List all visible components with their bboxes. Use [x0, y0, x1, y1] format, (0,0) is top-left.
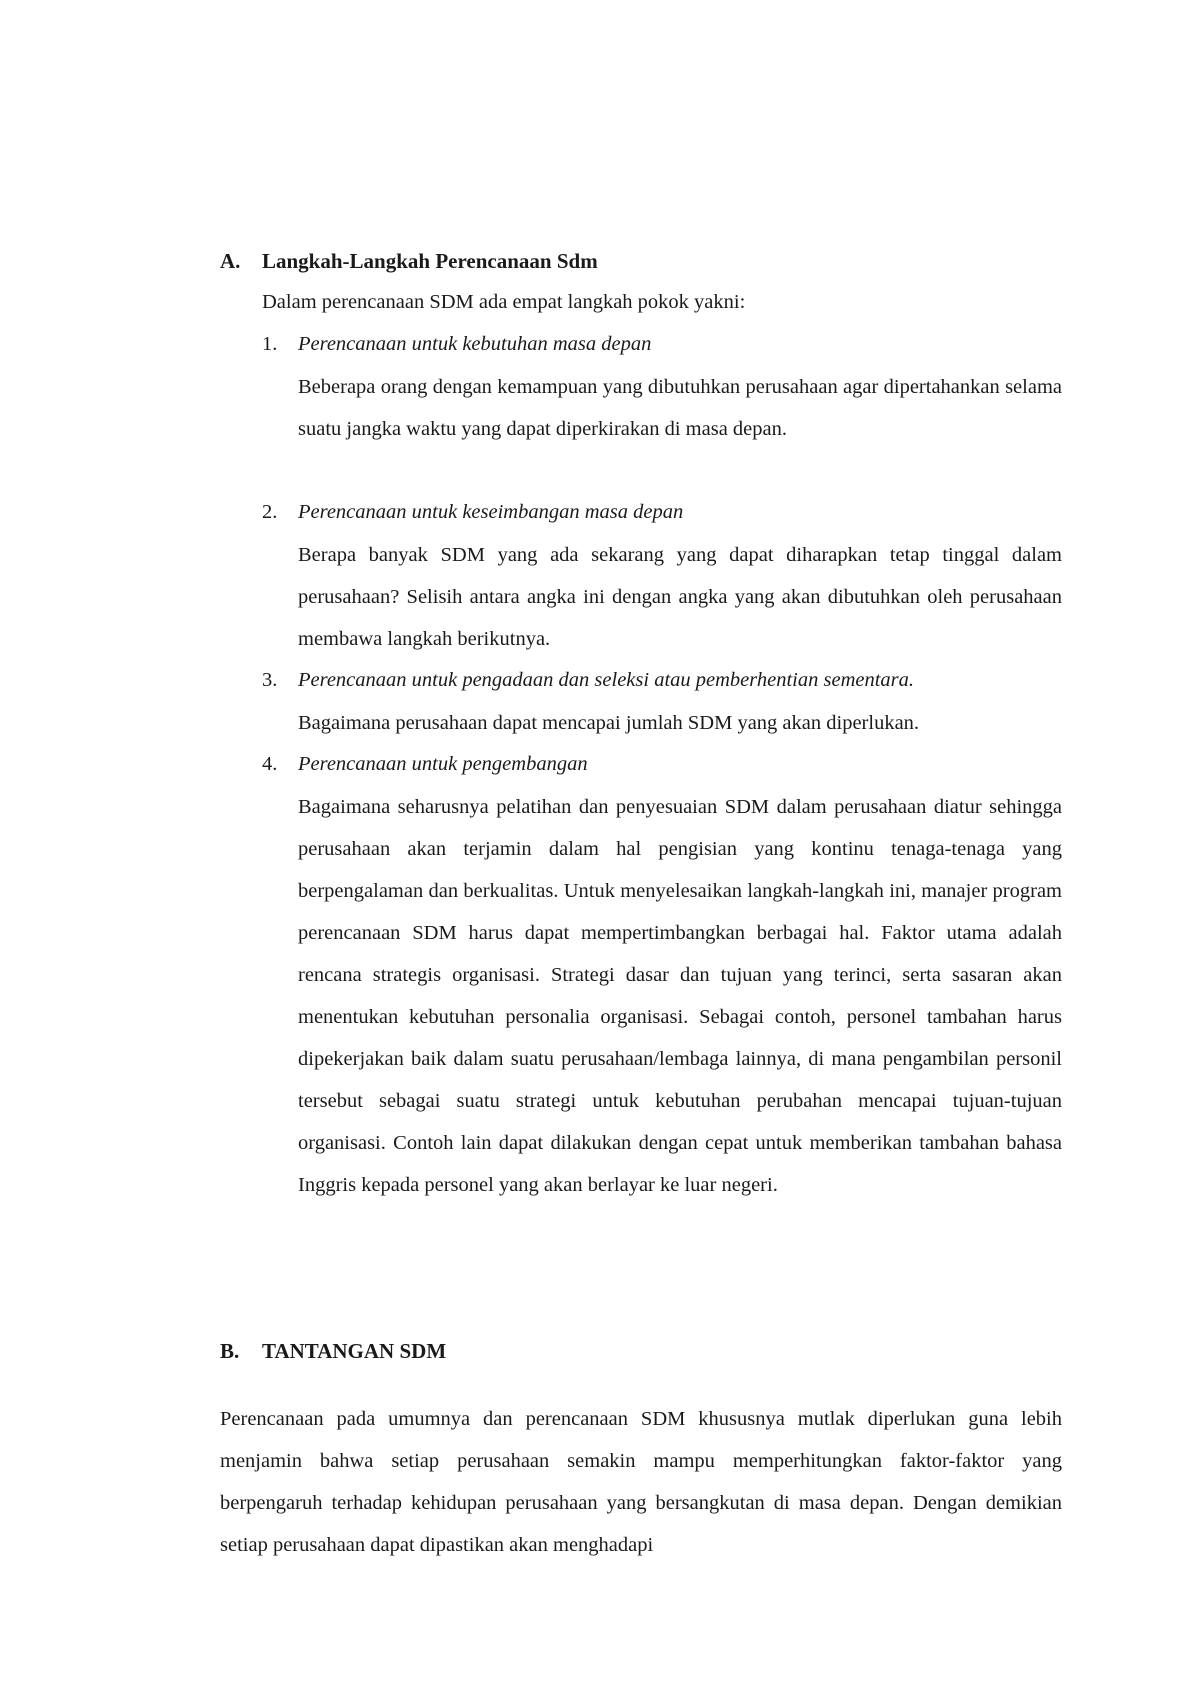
- section-b-body: Perencanaan pada umumnya dan perencanaan SDM khususnya mutlak diperlukan guna lebih menjamin bahwa setiap perusahaan semakin mampu memperhitungkan faktor-faktor yang berpengaruh terhadap kehidupan perusahaan yang bersangkutan di masa depan. Dengan demikian setiap perusahaan dapat dipastikan akan menghadapi: [220, 1408, 1062, 1556]
- section-a-letter: A.: [220, 249, 241, 273]
- item-4-number: 4.: [262, 753, 278, 775]
- section-b-letter: B.: [220, 1339, 240, 1363]
- item-3-title: Perencanaan untuk pengadaan dan seleksi atau pemberhentian sementara.: [298, 669, 915, 691]
- section-a-title: Langkah-Langkah Perencanaan Sdm: [262, 249, 598, 273]
- item-2-body: Berapa banyak SDM yang ada sekarang yang dapat diharapkan tetap tinggal dalam perusahaan? Selisih antara angka ini dengan angka yang akan dibutuhkan oleh perusahaan membawa langkah berikutnya.: [298, 544, 1062, 650]
- item-1-title: Perencanaan untuk kebutuhan masa depan: [298, 333, 652, 355]
- section-a-intro: Dalam perencanaan SDM ada empat langkah pokok yakni:: [262, 291, 746, 313]
- item-2-title: Perencanaan untuk keseimbangan masa depan: [298, 501, 684, 523]
- item-3-number: 3.: [262, 669, 278, 691]
- section-b-heading: [220, 1339, 446, 1364]
- section-a-heading: [220, 249, 598, 274]
- section-b-title: TANTANGAN SDM: [262, 1339, 447, 1363]
- item-4-title: Perencanaan untuk pengembangan: [298, 753, 588, 775]
- item-2-number: 2.: [262, 501, 278, 523]
- item-1-number: 1.: [262, 333, 278, 355]
- item-1-body: Beberapa orang dengan kemampuan yang dibutuhkan perusahaan agar dipertahankan selama suatu jangka waktu yang dapat diperkirakan di masa depan.: [298, 376, 1062, 440]
- item-4-body: Bagaimana seharusnya pelatihan dan penyesuaian SDM dalam perusahaan diatur sehingga perusahaan akan terjamin dalam hal pengisian yang kontinu tenaga-tenaga yang berpengalaman dan berkualitas. Untuk menyelesaikan langkah-langkah ini, manajer program perencanaan SDM harus dapat mempertimbangkan berbagai hal. Faktor utama adalah rencana strategis organisasi. Strategi dasar dan tujuan yang terinci, serta sasaran akan menentukan kebutuhan personalia organisasi. Sebagai contoh, personel tambahan harus dipekerjakan baik dalam suatu perusahaan/lembaga lainnya, di mana pengambilan personil tersebut sebagai suatu strategi untuk kebutuhan perubahan mencapai tujuan-tujuan organisasi. Contoh lain dapat dilakukan dengan cepat untuk memberikan tambahan bahasa Inggris kepada personel yang akan berlayar ke luar negeri.: [298, 796, 1062, 1196]
- item-3-body: Bagaimana perusahaan dapat mencapai jumlah SDM yang akan diperlukan.: [298, 712, 920, 734]
